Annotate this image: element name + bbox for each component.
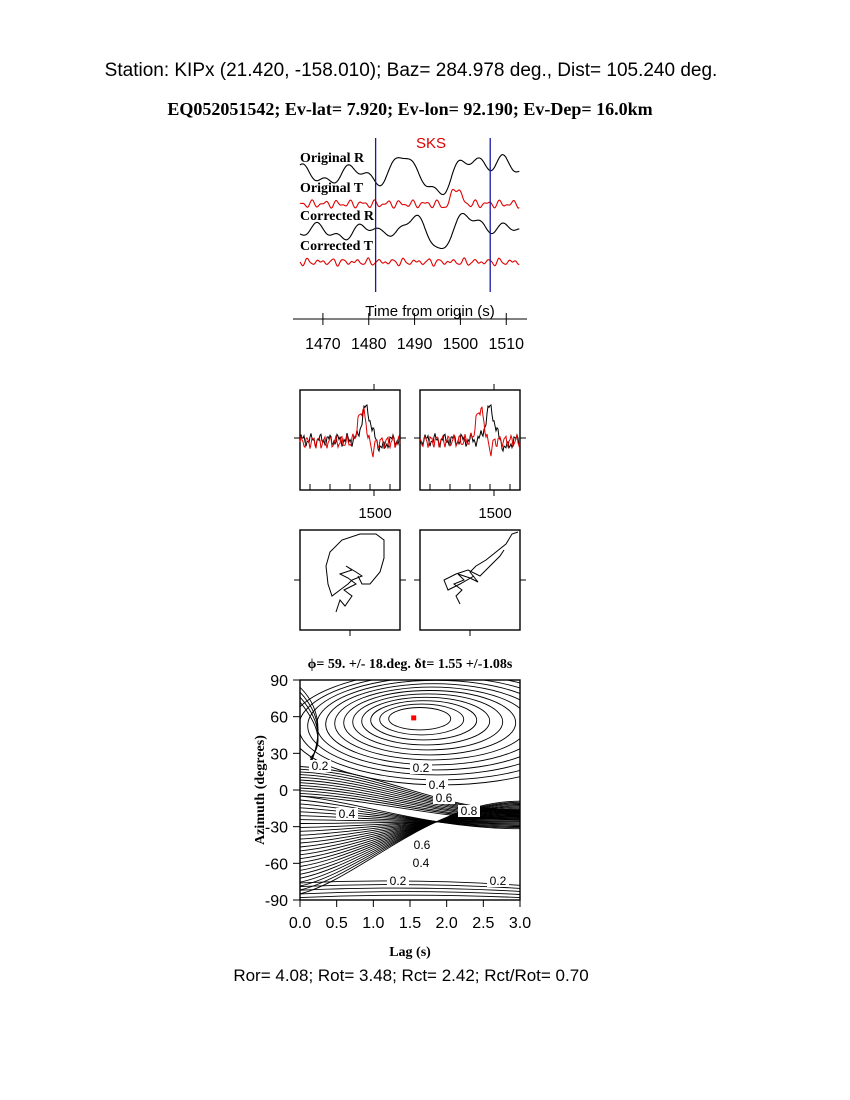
lag-axis-label: Lag (s) [389, 945, 431, 960]
azimuth-tick-label: 30 [270, 746, 288, 764]
contour-label: 0.4 [428, 778, 446, 792]
time-tick-label: 1500 [442, 336, 479, 353]
time-tick-label: 1490 [396, 336, 433, 353]
azimuth-axis-ticks [265, 673, 300, 910]
lag-tick-label: 2.0 [435, 915, 458, 932]
contour-line [299, 674, 581, 780]
contour-label: 0.6 [435, 791, 453, 805]
azimuth-tick-label: -60 [264, 856, 288, 874]
event-title: EQ052051542; Ev-lat= 7.920; Ev-lon= 92.190; Ev-Dep= 16.0km [167, 99, 653, 119]
contour-line [300, 895, 520, 897]
contour-line [371, 701, 477, 740]
overlay-right-transverse [420, 407, 520, 456]
phase-label: SKS [415, 135, 447, 152]
trace-label-original-r: Original R [300, 151, 365, 166]
contour-line [300, 892, 520, 895]
time-tick-label: 1470 [305, 336, 341, 353]
overlay-right-radial [420, 405, 520, 451]
contour-label: 0.6 [413, 838, 431, 852]
contour-label: 0.4 [338, 807, 356, 821]
contour-line [353, 694, 503, 750]
azimuth-tick-label: 90 [270, 673, 288, 690]
contour-label: 0.2 [489, 874, 507, 888]
contour-label: 0.2 [311, 759, 329, 773]
lag-axis-ticks [289, 900, 531, 932]
azimuth-tick-label: 0 [279, 783, 288, 800]
trace-label-corrected-t: Corrected T [300, 239, 373, 254]
overlay-panels [294, 384, 526, 636]
contour-label: 0.8 [460, 804, 478, 818]
contour-label: 0.4 [412, 856, 430, 870]
trace-corrected-t [300, 258, 519, 266]
lag-tick-label: 0.0 [288, 915, 312, 932]
overlay-left-tick-label: 1500 [358, 505, 392, 522]
particle-motion-left [326, 534, 384, 612]
station-title: Station: KIPx (21.420, -158.010); Baz= 284.978 deg., Dist= 105.240 deg. [104, 60, 718, 81]
particle-motion-right [444, 532, 518, 604]
lag-tick-label: 0.5 [325, 915, 348, 932]
azimuth-tick-label: 60 [270, 709, 288, 727]
best-fit-marker [411, 715, 416, 720]
time-tick-label: 1480 [350, 336, 387, 353]
grid-search-panel [253, 657, 594, 960]
contour-line [389, 708, 451, 730]
azimuth-axis-label: Azimuth (degrees) [253, 735, 268, 845]
contour-line [300, 888, 520, 891]
lag-tick-label: 2.5 [472, 915, 495, 932]
overlay-right-tick-label: 1500 [478, 505, 512, 522]
lag-tick-label: 3.0 [508, 915, 532, 932]
time-axis-label: Time from origin (s) [365, 303, 495, 320]
contour-label: 0.2 [412, 761, 430, 775]
time-tick-label: 1510 [488, 336, 525, 353]
azimuth-tick-label: -30 [264, 819, 288, 837]
lag-tick-label: 1.5 [398, 915, 422, 932]
contour-line [335, 687, 529, 760]
contour-line [326, 684, 542, 765]
ratios-footer: Ror= 4.08; Rot= 3.48; Rct= 2.42; Rct/Rot= 0.70 [233, 966, 589, 985]
trace-label-corrected-r: Corrected R [300, 209, 374, 224]
lag-tick-label: 1.0 [362, 915, 385, 932]
overlay-left-transverse [300, 408, 400, 457]
trace-label-original-t: Original T [300, 181, 364, 196]
azimuth-tick-label: -90 [264, 893, 288, 910]
contour-label: 0.2 [389, 874, 407, 888]
waveform-panel [293, 135, 527, 353]
grid-search-title: ϕ= 59. +/- 18.deg. δt= 1.55 +/-1.08s [307, 657, 513, 672]
